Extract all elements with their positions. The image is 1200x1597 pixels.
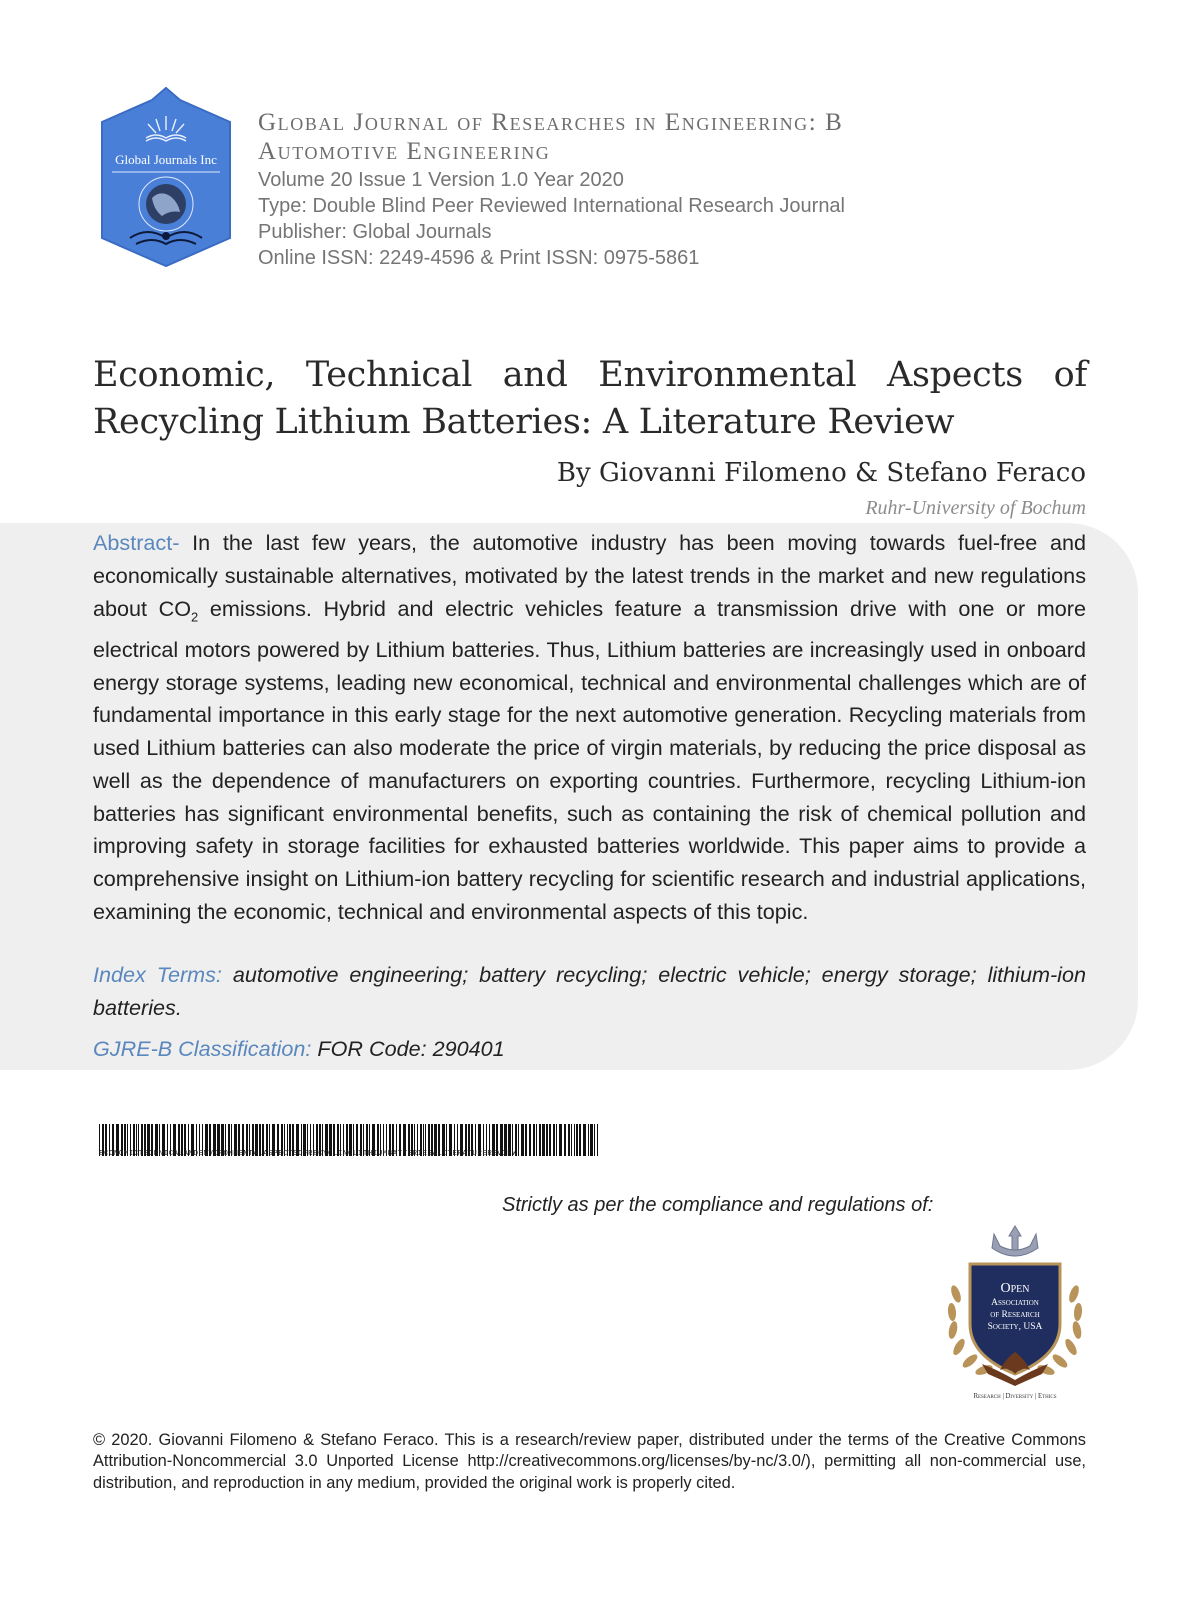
seal-line1: Open	[1000, 1281, 1030, 1296]
journal-logo	[100, 86, 232, 268]
seal-tagline: Research | Diversity | Ethics	[973, 1393, 1057, 1400]
compliance-statement: Strictly as per the compliance and regulations of:	[502, 1194, 934, 1216]
abstract-subscript: 2	[191, 608, 199, 624]
oars-seal	[942, 1224, 1088, 1404]
author-byline: By Giovanni Filomeno & Stefano Feraco	[556, 458, 1086, 488]
abstract-label: Abstract-	[93, 530, 180, 555]
abstract-text-part2: emissions. Hybrid and electric vehicles feature a transmission drive with one or more electrical motors powered by Lithium batteries. Thus, Lithium batteries are increasingly used in onboard energy storage systems, leading new economical, technical and environmental challenges which are of fundamental importance in this early stage for the next automotive generation. Recycling materials from used Lithium batteries can also moderate the price of virgin materials, by reducing the price disposal as well as the dependence of manufacturers on exporting countries. Furthermore, recycling Lithium-ion batteries has significant environmental benefits, such as containing the risk of chemical pollution and improving safety in storage facilities for exhausted batteries worldwide. This paper aims to provide a comprehensive insight on Lithium-ion battery recycling for scientific research and industrial applications, examining the economic, technical and environmental aspects of this topic.	[93, 595, 1086, 925]
journal-type: Type: Double Blind Peer Reviewed International Research Journal	[258, 195, 846, 217]
journal-name-line1: Global Journal of Researches in Engineering: B	[258, 109, 844, 136]
author-affiliation: Ruhr-University of Bochum	[865, 497, 1086, 519]
abstract	[93, 527, 1086, 929]
abstract-text-part1: In the last few years, the automotive industry has been moving towards fuel-free and economically sustainable alternatives, motivated by the latest trends in the market and new regulations about CO	[93, 530, 1086, 621]
seal-line4: Society, USA	[987, 1322, 1043, 1332]
copyright-notice: © 2020. Giovanni Filomeno & Stefano Feraco. This is a research/review paper, distributed under the terms of the Creative Commons Attribution-Noncommercial 3.0 Unported License http://creativecommons.org/licenses/by-nc/3.0/), permitting all non-commercial use, distribution, and reproduction in any medium, provided the original work is properly cited.	[93, 1431, 1086, 1492]
index-terms	[93, 958, 1086, 1024]
seal-line3: of Research	[990, 1310, 1040, 1320]
journal-volume: Volume 20 Issue 1 Version 1.0 Year 2020	[258, 169, 624, 191]
barcode-text: ECONOMICTECHNICALANDENVIRONMENTALASPECTSOFRECYCLINGLITHIUMBATTERIESALITERATUREREVIEW	[99, 1150, 518, 1158]
logo-text: Global Journals Inc	[115, 152, 217, 167]
index-terms-label: Index Terms:	[93, 962, 222, 987]
journal-publisher: Publisher: Global Journals	[258, 221, 492, 243]
classification-text: FOR Code: 290401	[311, 1036, 505, 1061]
seal-line2: Association	[991, 1298, 1039, 1308]
classification	[93, 1036, 505, 1062]
classification-label: GJRE-B Classification:	[93, 1036, 312, 1061]
journal-issn: Online ISSN: 2249-4596 & Print ISSN: 0975-5861	[258, 247, 700, 269]
trident-icon	[992, 1226, 1038, 1256]
journal-name-line2: Automotive Engineering	[258, 138, 551, 165]
paper-title: Economic, Technical and Environmental Aspects of Recycling Lithium Batteries: A Literature Review	[93, 355, 1087, 442]
index-terms-text: automotive engineering; battery recycling; electric vehicle; energy storage; lithium-ion batteries.	[93, 962, 1086, 1020]
